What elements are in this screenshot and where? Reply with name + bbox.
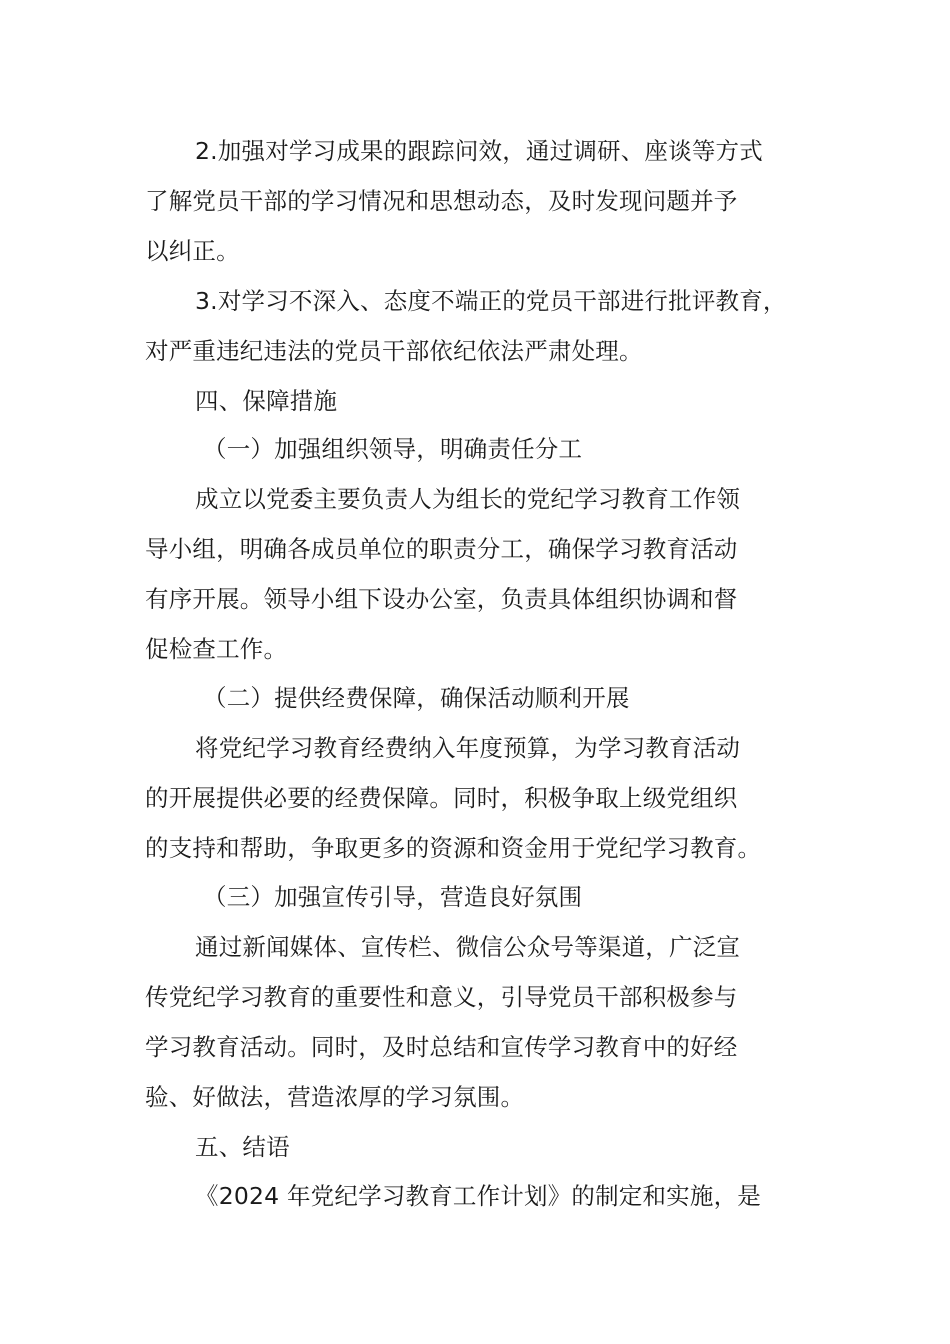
paragraph-line: 导小组，明确各成员单位的职责分工，确保学习教育活动: [145, 535, 738, 563]
paragraph-line: 的开展提供必要的经费保障。同时，积极争取上级党组织: [145, 784, 738, 812]
subsection-heading: （二）提供经费保障，确保活动顺利开展: [203, 684, 630, 712]
paragraph-line: 成立以党委主要负责人为组长的党纪学习教育工作领: [195, 485, 741, 513]
subsection-heading: （一）加强组织领导，明确责任分工: [203, 435, 583, 463]
paragraph-line: 3.对学习不深入、态度不端正的党员干部进行批评教育，: [195, 287, 787, 315]
paragraph-line: 《2024 年党纪学习教育工作计划》的制定和实施，是: [195, 1182, 761, 1210]
paragraph-line: 学习教育活动。同时，及时总结和宣传学习教育中的好经: [145, 1033, 738, 1061]
paragraph-line: 传党纪学习教育的重要性和意义，引导党员干部积极参与: [145, 983, 738, 1011]
paragraph-line: 通过新闻媒体、宣传栏、微信公众号等渠道，广泛宣: [195, 933, 741, 961]
paragraph-line: 验、好做法，营造浓厚的学习氛围。: [145, 1083, 525, 1111]
subsection-heading: （三）加强宣传引导，营造良好氛围: [203, 883, 583, 911]
paragraph-line: 以纠正。: [145, 237, 240, 265]
paragraph-line: 促检查工作。: [145, 635, 288, 663]
section-heading: 五、结语: [195, 1133, 290, 1161]
paragraph-line: 2.加强对学习成果的跟踪问效，通过调研、座谈等方式: [195, 137, 763, 165]
section-heading: 四、保障措施: [195, 387, 338, 415]
paragraph-line: 的支持和帮助，争取更多的资源和资金用于党纪学习教育。: [145, 834, 762, 862]
paragraph-line: 有序开展。领导小组下设办公室，负责具体组织协调和督: [145, 585, 738, 613]
paragraph-line: 将党纪学习教育经费纳入年度预算，为学习教育活动: [195, 734, 741, 762]
paragraph-line: 了解党员干部的学习情况和思想动态，及时发现问题并予: [145, 187, 738, 215]
paragraph-line: 对严重违纪违法的党员干部依纪依法严肃处理。: [145, 337, 643, 365]
